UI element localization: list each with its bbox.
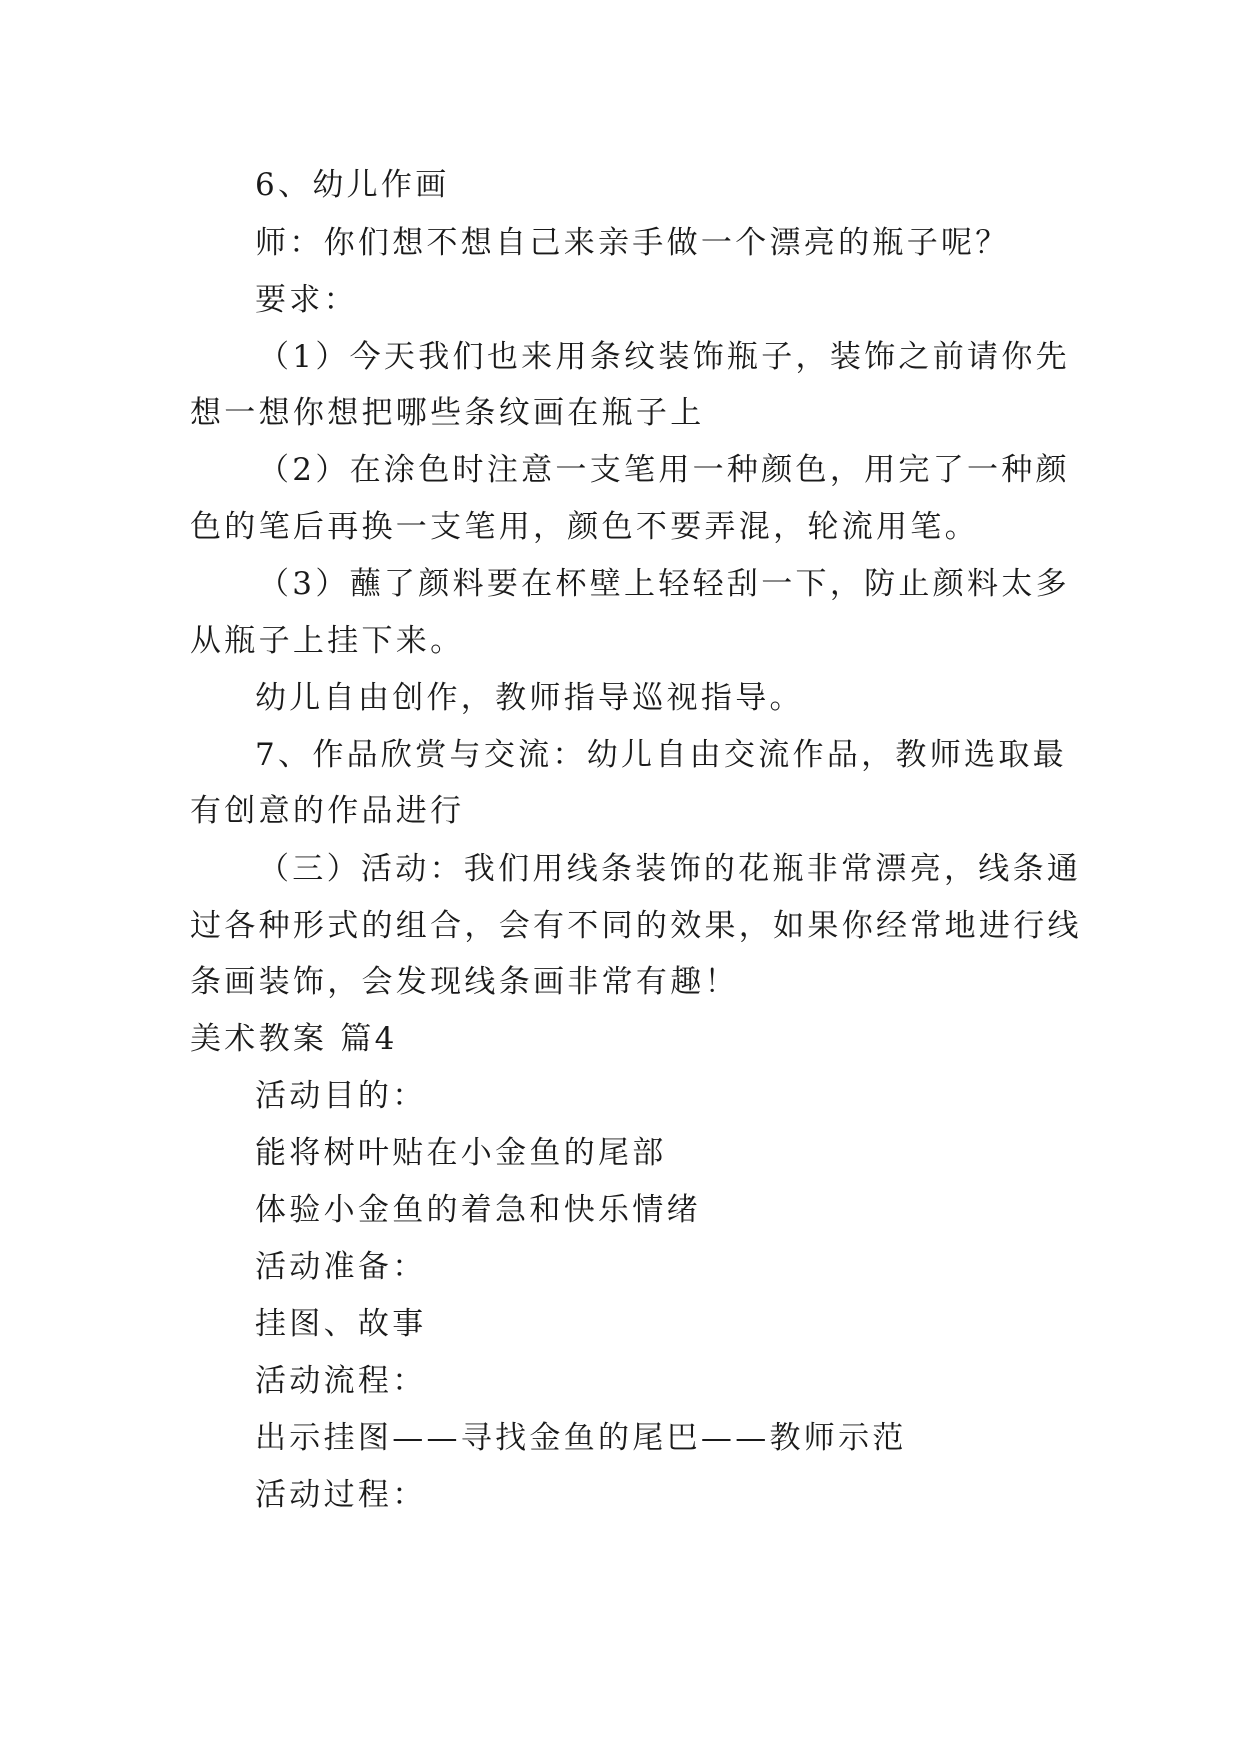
activity-flow-steps: 出示挂图——寻找金鱼的尾巴——教师示范 [255, 1420, 907, 1456]
requirement-1-line-2: 想一想你想把哪些条纹画在瓶子上 [190, 395, 705, 431]
step-7-line-2: 有创意的作品进行 [190, 793, 465, 829]
requirement-2-line-1: （2）在涂色时注意一支笔用一种颜色，用完了一种颜 [258, 452, 1070, 488]
step-7-line-1: 7、作品欣赏与交流：幼儿自由交流作品，教师选取最 [255, 737, 1067, 773]
section-3-line-1: （三）活动：我们用线条装饰的花瓶非常漂亮，线条通 [258, 851, 1082, 887]
section-3-line-2: 过各种形式的组合，会有不同的效果，如果你经常地进行线 [190, 908, 1082, 944]
requirements-label: 要求： [255, 282, 358, 318]
goal-2: 体验小金鱼的着急和快乐情绪 [255, 1192, 701, 1228]
goal-1: 能将树叶贴在小金鱼的尾部 [255, 1135, 667, 1171]
activity-prep-label: 活动准备： [255, 1249, 427, 1285]
requirement-3-line-2: 从瓶子上挂下来。 [190, 623, 465, 659]
requirement-2-line-2: 色的笔后再换一支笔用，颜色不要弄混，轮流用笔。 [190, 509, 979, 545]
lesson-plan-title: 美术教案 篇4 [190, 1021, 398, 1057]
activity-process-label: 活动过程： [255, 1477, 427, 1513]
prep-items: 挂图、故事 [255, 1306, 427, 1342]
requirement-3-line-1: （3）蘸了颜料要在杯壁上轻轻刮一下，防止颜料太多 [258, 566, 1070, 602]
requirement-1-line-1: （1）今天我们也来用条纹装饰瓶子，装饰之前请你先 [258, 339, 1070, 375]
step-6-heading: 6、幼儿作画 [255, 167, 450, 203]
section-3-line-3: 条画装饰，会发现线条画非常有趣！ [190, 964, 739, 1000]
free-creation-paragraph: 幼儿自由创作，教师指导巡视指导。 [255, 680, 804, 716]
activity-flow-label: 活动流程： [255, 1363, 427, 1399]
activity-goals-label: 活动目的： [255, 1078, 427, 1114]
teacher-question: 师：你们想不想自己来亲手做一个漂亮的瓶子呢？ [255, 225, 1010, 261]
